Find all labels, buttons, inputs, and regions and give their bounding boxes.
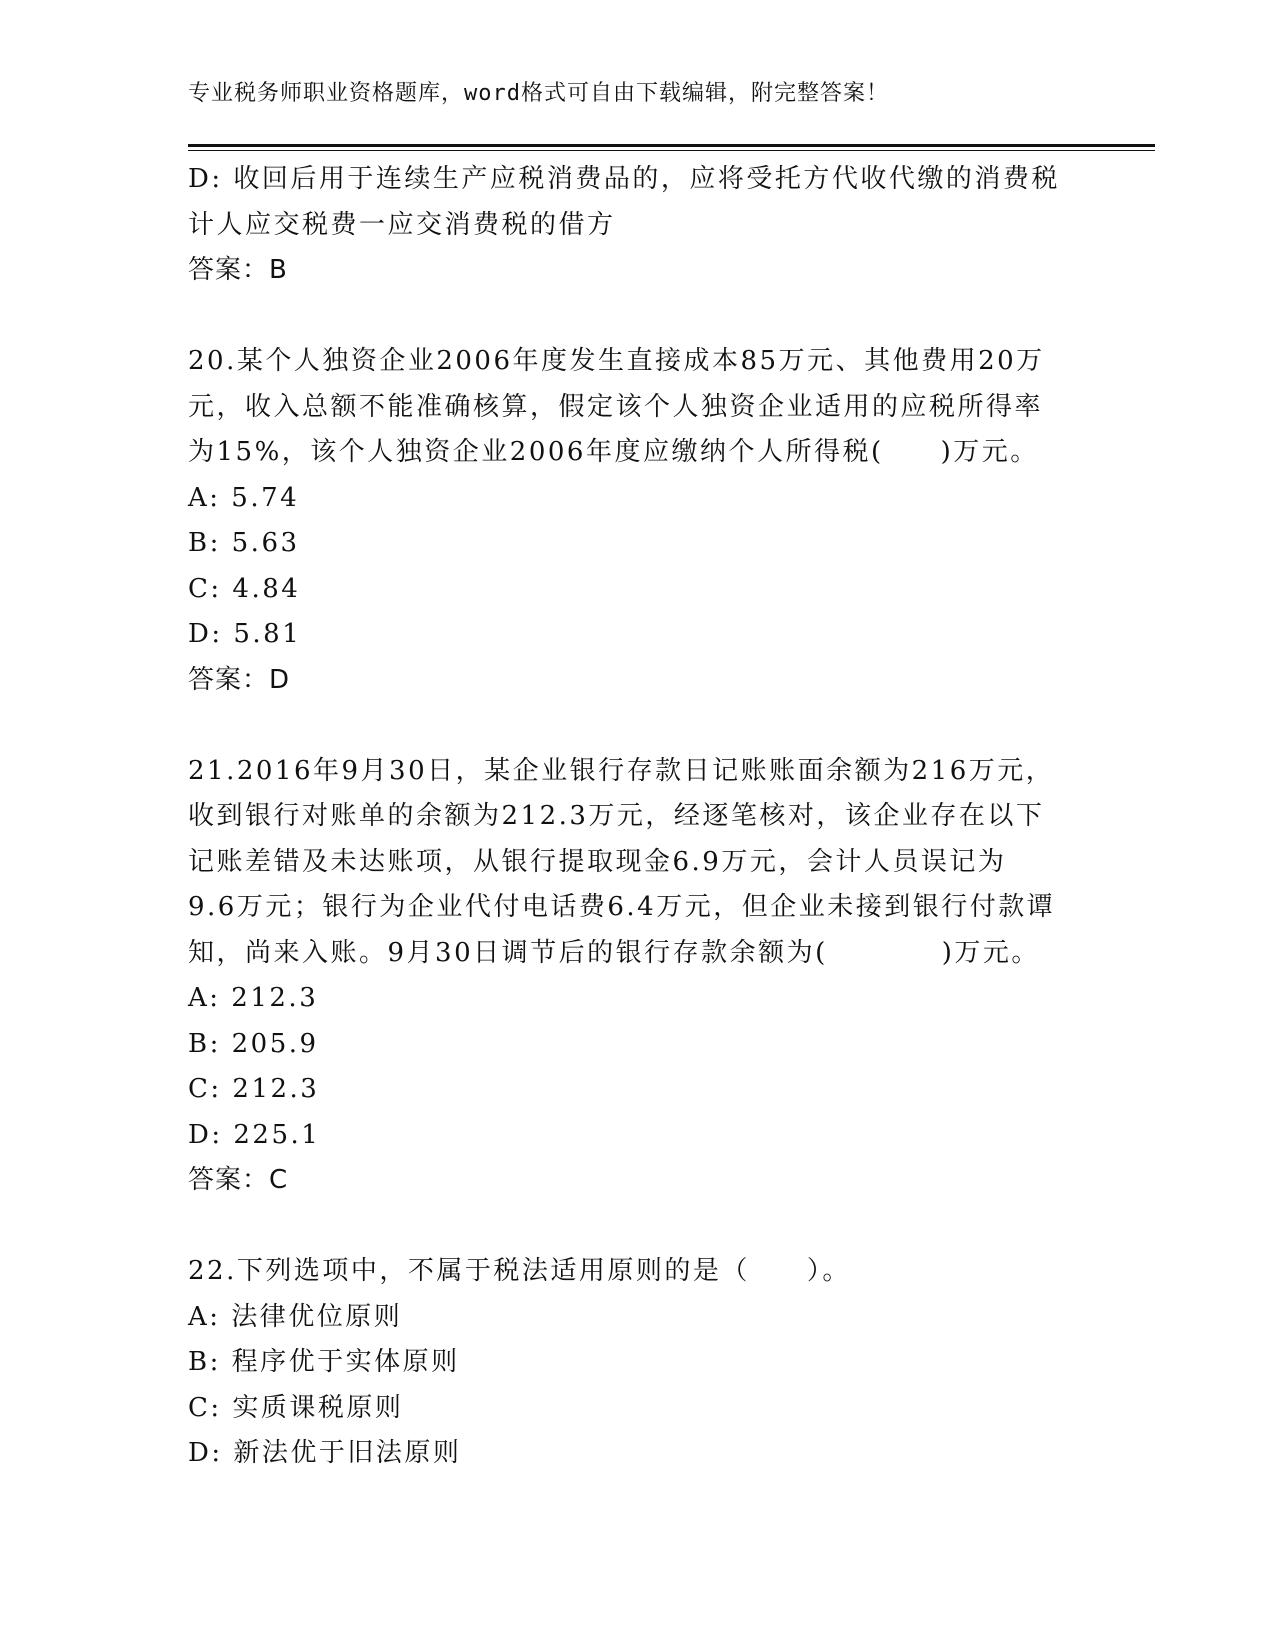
question-line: 为15%，该个人独资企业2006年度应缴纳个人所得税( )万元。	[188, 437, 1039, 467]
question-block	[188, 1249, 1088, 1477]
question-line: D: 新法优于旧法原则	[188, 1438, 462, 1468]
question-block	[188, 157, 1088, 294]
header-rule	[188, 144, 1155, 147]
answer-line: 答案：B	[188, 255, 288, 285]
answer-line: 答案：C	[188, 1165, 289, 1195]
question-line: C: 实质课税原则	[188, 1392, 404, 1423]
page-header: 专业税务师职业资格题库，word格式可自由下载编辑，附完整答案！	[188, 81, 889, 106]
question-block	[188, 749, 1088, 1204]
question-line: 22.下列选项中，不属于税法适用原则的是（ ）。	[188, 1256, 851, 1286]
question-line: C: 212.3	[188, 1074, 320, 1104]
question-line: C: 4.84	[188, 573, 301, 604]
answer-line: 答案：D	[188, 664, 291, 695]
question-line: D: 收回后用于连续生产应税消费品的，应将受托方代收代缴的消费税	[188, 164, 1060, 194]
question-line: 收到银行对账单的余额为212.3万元，经逐笔核对，该企业存在以下	[188, 801, 1045, 831]
question-line: D: 5.81	[188, 619, 302, 649]
block-spacer	[188, 703, 1088, 749]
question-line: 21.2016年9月30日，某企业银行存款日记账账面余额为216万元，	[188, 755, 1055, 786]
question-line: 20.某个人独资企业2006年度发生直接成本85万元、其他费用20万	[188, 346, 1045, 376]
question-line: 知，尚来入账。9月30日调节后的银行存款余额为( )万元。	[188, 937, 1040, 968]
question-line: A: 212.3	[188, 983, 319, 1013]
block-spacer	[188, 294, 1088, 340]
question-line: B: 5.63	[188, 528, 300, 558]
question-line: 元，收入总额不能准确核算，假定该个人独资企业适用的应税所得率	[188, 391, 1044, 422]
question-line: D: 225.1	[188, 1119, 321, 1150]
question-line: 计人应交税费一应交消费税的借方	[188, 209, 616, 240]
header-rule-thin	[188, 150, 1155, 151]
question-line: B: 程序优于实体原则	[188, 1347, 460, 1377]
question-content	[188, 157, 1088, 1477]
question-line: B: 205.9	[188, 1028, 319, 1059]
question-line: A: 5.74	[188, 482, 300, 513]
question-line: 记账差错及未达账项，从银行提取现金6.9万元，会计人员误记为	[188, 846, 1007, 877]
question-line: 9.6万元；银行为企业代付电话费6.4万元，但企业未接到银行付款谭	[188, 892, 1056, 922]
block-spacer	[188, 1204, 1088, 1250]
question-block	[188, 339, 1088, 703]
question-line: A: 法律优位原则	[188, 1301, 403, 1332]
